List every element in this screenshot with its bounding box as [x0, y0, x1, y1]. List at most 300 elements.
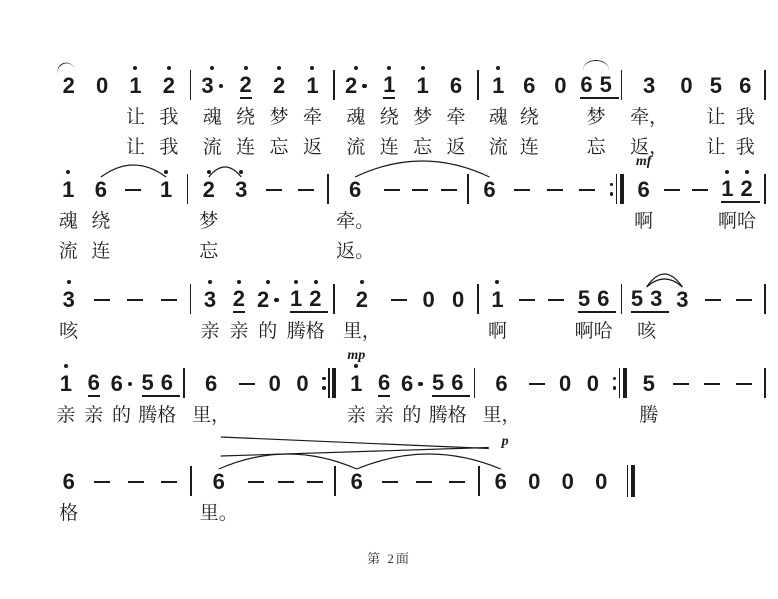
measure: [192, 160, 322, 264]
note-value: [579, 176, 595, 204]
octave-dot: [360, 280, 364, 284]
lyric: 的: [258, 320, 278, 342]
note-token: [58, 56, 80, 160]
lyric: 让: [706, 106, 726, 128]
duration-dash: [307, 481, 323, 483]
note-token: [58, 452, 80, 526]
octave-dot: [354, 364, 358, 368]
note-token: [412, 56, 434, 160]
note-digit: 6: [494, 469, 507, 494]
note-value: [643, 370, 655, 398]
lyric: 梦: [199, 210, 219, 232]
note-token: [705, 56, 727, 160]
note-digit: 2: [239, 72, 252, 97]
lyric: 的: [402, 404, 422, 426]
octave-dot: [495, 280, 499, 284]
lyric: 绕: [379, 106, 399, 128]
note-value: [95, 176, 107, 204]
note-digit: 0: [680, 73, 693, 98]
lyric: 腾: [639, 404, 659, 426]
duration-dash: [416, 481, 432, 483]
note-value: [213, 468, 225, 496]
note-token: [518, 56, 540, 160]
note-digit: 65: [580, 72, 619, 97]
measure: [333, 160, 463, 264]
note-digit: 6: [483, 177, 496, 202]
note-token: [91, 270, 113, 344]
octave-dot-row: [286, 270, 326, 286]
lyric: 绕: [519, 106, 539, 128]
note-value: [441, 176, 457, 204]
duration-dash: [705, 299, 721, 301]
lyric: 亲: [200, 320, 220, 342]
note-token: [138, 354, 181, 428]
measure: [480, 354, 607, 428]
octave-dot-row: [384, 56, 394, 72]
octave-dot: [277, 66, 281, 70]
lyric: 亲: [229, 320, 249, 342]
note-token: [58, 270, 80, 344]
barline: [473, 56, 483, 100]
final-barline: [618, 452, 644, 497]
note-value: [128, 468, 144, 496]
note-value: [307, 468, 323, 496]
note-value: [384, 176, 400, 204]
duration-dash: [441, 189, 457, 191]
octave-dot-row: [357, 270, 367, 286]
lyric: 格: [59, 502, 79, 524]
note-token: [292, 354, 314, 428]
octave-dot-row: [204, 160, 214, 176]
measure: [52, 160, 182, 264]
note-value: [495, 468, 507, 496]
note-token: [438, 160, 460, 264]
note-token: [230, 160, 252, 264]
note-digit: 1: [383, 72, 396, 97]
note-value: [350, 370, 362, 398]
note-value: [356, 286, 368, 314]
note-token: [446, 452, 468, 526]
note-value: [431, 370, 471, 398]
note-digit: 0: [268, 371, 281, 396]
barline: [474, 452, 484, 496]
note-value: [739, 72, 751, 100]
lyric: 让: [706, 136, 726, 158]
lyric: 腾格: [286, 320, 325, 342]
note-value: [141, 370, 181, 398]
duration-dash: [673, 383, 689, 385]
duration-dash: [161, 299, 177, 301]
lyric: 魂: [202, 106, 222, 128]
repeat-end-sign: [607, 354, 633, 398]
note-value: [94, 286, 110, 314]
note-digit: 2: [355, 287, 368, 312]
note-token: [574, 270, 617, 344]
octave-dot-row: [274, 56, 284, 72]
note-digit: 2: [345, 73, 358, 98]
octave-dot-row: [207, 56, 217, 72]
note-digit: 0: [95, 73, 109, 98]
note-digit: 2: [272, 73, 286, 98]
note-token: [90, 160, 112, 264]
note-value: [417, 72, 429, 100]
tie-curve-icon: [583, 60, 609, 70]
duration-dash: [391, 299, 407, 301]
note-value: [201, 72, 223, 100]
octave-dot: [354, 66, 358, 70]
note-digit: 1: [129, 73, 142, 98]
octave-dot-row: [236, 160, 246, 176]
octave-dot: [237, 280, 241, 284]
barline: [186, 270, 196, 314]
note-token: [671, 270, 693, 344]
score-line: [52, 270, 770, 344]
octave-dot: [207, 170, 211, 174]
lyric: 里，: [482, 404, 521, 426]
note-digit: 6: [348, 177, 362, 202]
note-token: [661, 160, 683, 264]
dynamic-mark: mp: [347, 348, 366, 363]
note-token: [549, 56, 571, 160]
lyric: 流: [202, 136, 222, 158]
measure: [626, 270, 760, 344]
measure: [483, 56, 617, 160]
note-digit: 12: [289, 286, 329, 311]
note-digit: 2: [256, 287, 270, 312]
note-token: [511, 160, 533, 264]
note-token: [263, 160, 285, 264]
note-token: [198, 160, 220, 264]
lyric: 亲: [374, 404, 394, 426]
note-value: [638, 176, 650, 204]
lyric: 啊哈: [574, 320, 613, 342]
note-value: [63, 468, 75, 496]
note-value: [63, 286, 75, 314]
note-value: [289, 286, 329, 314]
octave-dot: [421, 66, 425, 70]
note-token: [236, 354, 258, 428]
duration-dash: [278, 481, 294, 483]
note-token: [418, 270, 440, 344]
note-value: [491, 286, 503, 314]
note-token: [388, 270, 410, 344]
note-token: [428, 354, 471, 428]
note-token: [516, 270, 538, 344]
note-digit: 0: [296, 371, 309, 396]
lyric: 绕: [91, 210, 111, 232]
note-value: [401, 370, 423, 398]
note-value: [692, 176, 708, 204]
octave-dot: [244, 66, 248, 70]
note-value: [266, 176, 282, 204]
note-digit: 6: [495, 371, 508, 396]
octave-dot-row: [130, 56, 140, 72]
duration-dash: [704, 383, 720, 385]
note-digit: 1: [491, 287, 504, 312]
note-token: [346, 452, 368, 526]
note-token: [486, 270, 508, 344]
octave-dot: [167, 66, 171, 70]
lyric: 牵: [446, 106, 466, 128]
dot-after: [128, 382, 133, 387]
note-digit: 0: [558, 371, 572, 396]
note-value: [205, 370, 217, 398]
duration-dash: [529, 383, 545, 385]
note-digit: 5: [642, 371, 655, 396]
note-digit: 3: [201, 73, 214, 98]
note-token: [483, 354, 521, 428]
note-token: [638, 354, 660, 428]
measure: [52, 354, 179, 428]
note-value: [587, 370, 599, 398]
note-token: [554, 354, 576, 428]
barline: [760, 160, 770, 204]
note-value: [204, 286, 216, 314]
lyric: 忘: [269, 136, 289, 158]
note-digit: 1: [350, 371, 363, 396]
lyric: 咳: [59, 320, 79, 342]
note-value: [349, 176, 361, 204]
barline: [473, 270, 483, 314]
octave-dot-row: [418, 56, 428, 72]
note-token: [523, 452, 545, 526]
note-token: [379, 452, 401, 526]
note-token: [701, 354, 723, 428]
note-value: [382, 468, 398, 496]
note-value: [529, 370, 545, 398]
note-digit: 6: [523, 73, 536, 98]
note-digit: 6: [449, 73, 463, 98]
duration-dash: [449, 481, 465, 483]
note-token: [576, 160, 598, 264]
octave-dot-row: [307, 56, 317, 72]
octave-dot: [496, 66, 500, 70]
note-digit: 1: [416, 73, 429, 98]
lyric: 让: [125, 106, 145, 128]
octave-dot-row: [583, 56, 609, 72]
note-value: [235, 176, 247, 204]
barline: [463, 160, 473, 204]
octave-dot: [208, 280, 212, 284]
lyric: 咳: [637, 320, 657, 342]
note-value: [96, 72, 108, 100]
octave-dot: [133, 66, 137, 70]
duration-dash: [579, 189, 595, 191]
lyric: 连: [519, 136, 539, 158]
dot-after: [219, 84, 224, 89]
note-token: [409, 160, 431, 264]
note-value: [519, 286, 535, 314]
duration-dash: [547, 189, 563, 191]
note-value: [127, 286, 143, 314]
note-value: [203, 176, 215, 204]
note-digit: 1: [492, 73, 505, 98]
score-line: [52, 348, 770, 428]
note-value: [554, 72, 566, 100]
lyric: 忘: [586, 136, 606, 158]
note-token: [91, 56, 113, 160]
note-digit: 1: [59, 371, 73, 396]
octave-dot-row: [64, 270, 74, 286]
note-token: [268, 56, 290, 160]
note-digit: 5: [709, 73, 722, 98]
duration-dash: [736, 299, 752, 301]
note-token: [343, 270, 381, 344]
note-digit: 6: [401, 371, 414, 396]
note-value: [278, 468, 294, 496]
note-digit: 6: [94, 177, 108, 202]
note-value: [664, 176, 680, 204]
note-digit: 6: [350, 469, 363, 494]
measure: [52, 270, 186, 344]
lyric: 啊: [634, 210, 654, 232]
note-value: [269, 370, 281, 398]
octave-dot-row: [263, 270, 273, 286]
note-token: [717, 160, 760, 264]
duration-dash: [692, 189, 708, 191]
lyric: 返: [302, 136, 322, 158]
duration-dash: [412, 189, 428, 191]
note-token: [734, 56, 756, 160]
note-token: [373, 354, 395, 428]
octave-dot-row: [164, 56, 174, 72]
lyric: 里，: [342, 320, 381, 342]
note-token: [275, 452, 297, 526]
note-token: [192, 354, 230, 428]
note-value: [523, 72, 535, 100]
note-value: [345, 72, 367, 100]
lyric: 返，: [630, 136, 669, 158]
note-value: [547, 176, 563, 204]
note-token: [125, 452, 147, 526]
note-token: [633, 154, 655, 264]
note-digit: 12: [721, 176, 760, 201]
note-token: [91, 452, 113, 526]
octave-dot-row: [492, 270, 502, 286]
note-digit: 1: [159, 177, 173, 202]
note-value: [492, 72, 504, 100]
octave-dot-row: [63, 160, 73, 176]
lyric: 亲: [84, 404, 104, 426]
note-digit: 3: [203, 287, 217, 312]
lyric: 亲: [346, 404, 366, 426]
lyric: 返。: [336, 240, 375, 262]
octave-dot: [66, 170, 70, 174]
note-value: [528, 468, 540, 496]
dot-after: [274, 298, 279, 303]
measure: [339, 56, 473, 160]
measure: [473, 160, 603, 264]
measure: [196, 270, 330, 344]
note-token: [447, 270, 469, 344]
note-value: [129, 72, 141, 100]
lyric: 忘: [413, 136, 433, 158]
note-value: [306, 72, 318, 100]
note-value: [577, 286, 617, 314]
duration-dash: [127, 299, 143, 301]
note-value: [676, 286, 688, 314]
dot-after: [362, 84, 367, 89]
duration-dash: [248, 481, 264, 483]
note-value: [548, 286, 564, 314]
measure: [342, 348, 471, 428]
note-value: [416, 468, 432, 496]
note-digit: 0: [561, 469, 574, 494]
note-digit: 2: [62, 73, 75, 98]
octave-dot-row: [234, 270, 244, 286]
note-token: [582, 354, 604, 428]
note-value: [160, 176, 172, 204]
note-token: [544, 160, 566, 264]
measure: [483, 270, 617, 344]
barline: [329, 270, 339, 314]
octave-dot: [294, 280, 298, 284]
note-token: [158, 452, 180, 526]
lyric: 啊哈: [717, 210, 756, 232]
lyric: 让: [125, 136, 145, 158]
octave-dot: [164, 170, 168, 174]
note-value: [161, 468, 177, 496]
note-token: [122, 160, 144, 264]
note-digit: 0: [528, 469, 541, 494]
barline: [186, 56, 196, 100]
lyric: 流: [346, 136, 366, 158]
note-token: [675, 56, 697, 160]
duration-dash: [94, 299, 110, 301]
note-digit: 2: [162, 73, 175, 98]
note-token: [257, 270, 279, 344]
score-line: [52, 56, 770, 160]
note-token: [301, 56, 323, 160]
octave-dot: [266, 280, 270, 284]
dot-after: [418, 382, 423, 387]
barline: [760, 270, 770, 314]
note-token: [200, 452, 238, 526]
note-token: [670, 354, 692, 428]
note-value: [233, 286, 245, 314]
note-token: [245, 452, 267, 526]
note-token: [557, 452, 579, 526]
barline: [179, 354, 189, 398]
note-value: [595, 468, 607, 496]
note-value: [721, 176, 760, 204]
note-digit: 6: [110, 371, 123, 396]
duration-dash: [94, 481, 110, 483]
octave-dot: [725, 170, 729, 174]
note-value: [630, 286, 670, 314]
note-token: [55, 354, 77, 428]
lyric: 牵，: [630, 106, 669, 128]
note-digit: 3: [235, 177, 248, 202]
note-value: [562, 468, 574, 496]
note-value: [673, 370, 689, 398]
note-token: [83, 354, 105, 428]
note-value: [378, 370, 390, 398]
lyric: 我: [735, 106, 755, 128]
note-digit: 53: [630, 286, 670, 311]
note-token: [158, 56, 180, 160]
note-token: [158, 270, 180, 344]
measure: [52, 56, 186, 160]
note-digit: 6: [62, 469, 75, 494]
lyric: 忘: [199, 240, 219, 262]
measure: [52, 452, 186, 526]
note-value: [736, 370, 752, 398]
measure: [340, 452, 474, 526]
octave-dot: [239, 170, 243, 174]
note-value: [60, 370, 72, 398]
note-value: [239, 370, 255, 398]
